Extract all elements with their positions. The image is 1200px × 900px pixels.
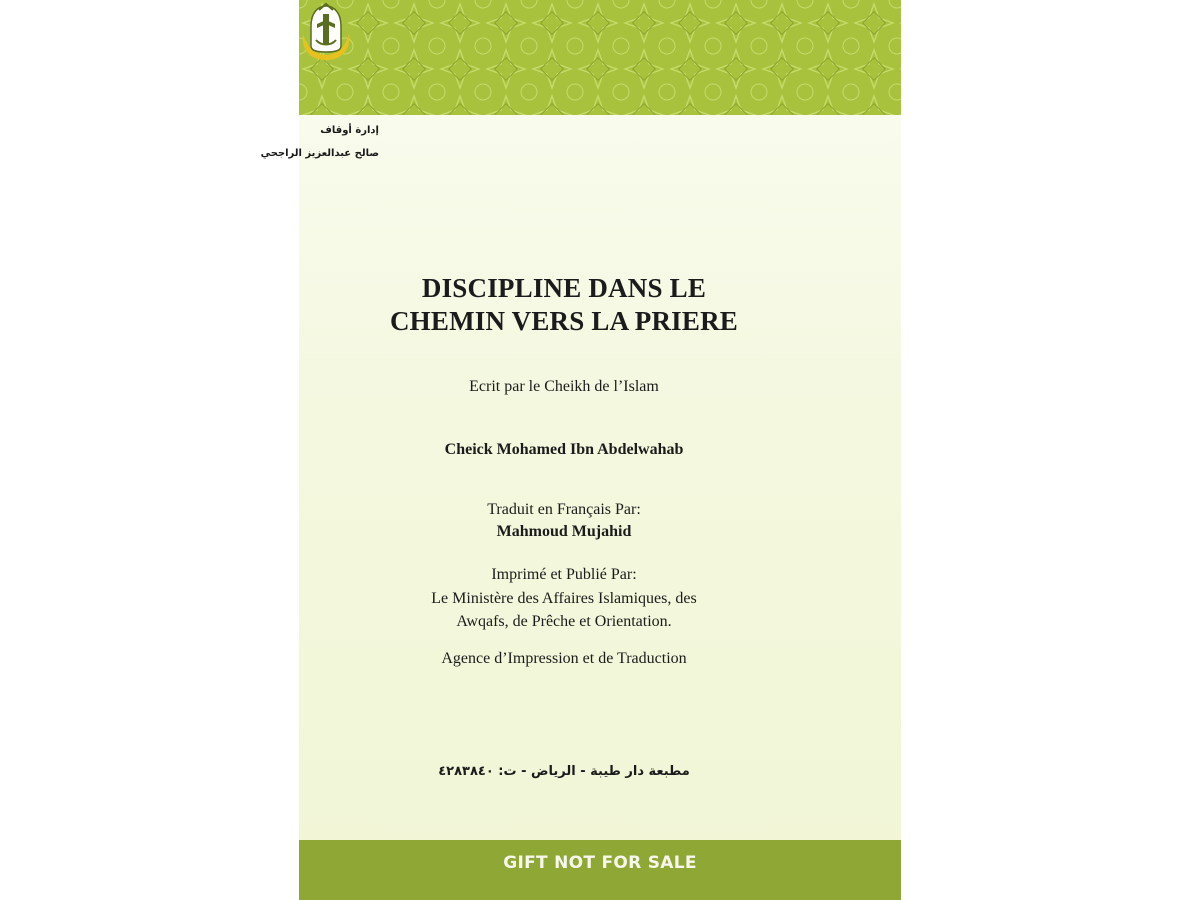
written-by-line: Ecrit par le Cheikh de l’Islam [469, 378, 659, 395]
publisher-line-2: Awqafs, de Prêche et Orientation. [456, 613, 672, 630]
arabic-endowment-label: إدارة أوقاف [320, 125, 379, 136]
translated-by-label: Traduit en Français Par: [487, 501, 641, 518]
agency-name: Agence d’Impression et de Traduction [441, 650, 687, 667]
book-cover [260, 0, 901, 900]
title-line-1: DISCIPLINE DANS LE [421, 273, 707, 303]
emblem-crescent-logo [299, 0, 353, 62]
arabic-endowment-name: صالح عبدالعزيز الراجحي [260, 148, 379, 159]
publisher-name [299, 587, 829, 633]
book-title [299, 272, 829, 338]
author-name: Cheick Mohamed Ibn Abdelwahab [444, 441, 684, 458]
geometric-pattern [299, 0, 901, 115]
publisher-line-1: Le Ministère des Affaires Islamiques, des [431, 590, 697, 607]
printer-arabic-line: مطبعة دار طيبة - الرياض - ت: ٤٢٨٣٨٤٠ [438, 764, 690, 779]
top-pattern-band [299, 0, 901, 115]
gift-not-for-sale-banner: GIFT NOT FOR SALE [503, 853, 697, 873]
published-by-label: Imprimé et Publié Par: [491, 566, 637, 583]
title-line-2: CHEMIN VERS LA PRIERE [389, 306, 738, 336]
translator-name: Mahmoud Mujahid [496, 523, 632, 540]
